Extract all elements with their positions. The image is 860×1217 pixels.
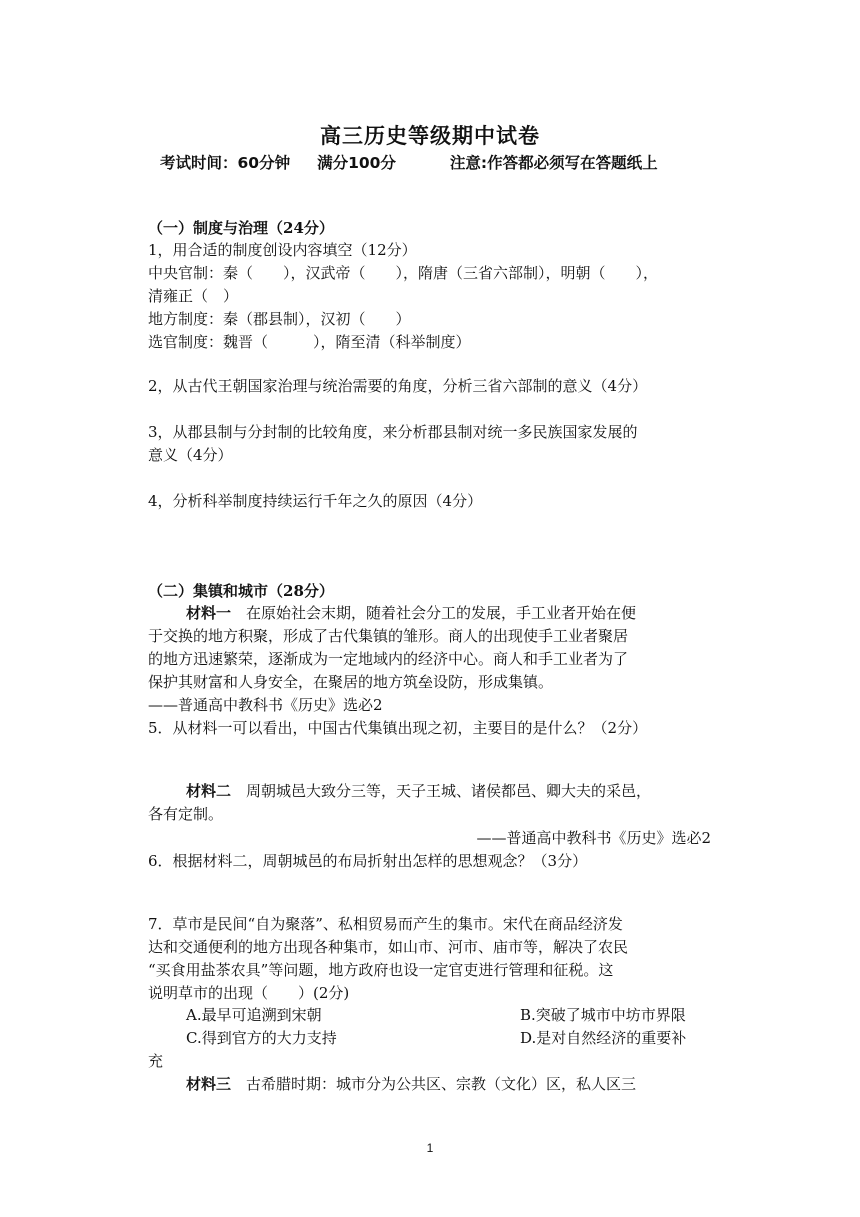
question-7-line2: 达和交通便利的地方出现各种集市，如山市、河市、庙市等，解决了农民 xyxy=(148,938,629,956)
option-a: A.最早可追溯到宋朝 xyxy=(186,1006,322,1024)
option-c: C.得到官方的大力支持 xyxy=(186,1029,337,1047)
material3-label: 材料三 xyxy=(186,1075,232,1093)
question-5: 5．从材料一可以看出，中国古代集镇出现之初，主要目的是什么？（2分） xyxy=(148,719,648,737)
question-7-line1: 7．草市是民间“自为聚落”、私相贸易而产生的集市。宋代在商品经济发 xyxy=(148,915,623,933)
option-d-continuation: 充 xyxy=(148,1052,164,1070)
question-1: 1，用合适的制度创设内容填空（12分） xyxy=(148,241,417,259)
exam-title: 高三历史等级期中试卷 xyxy=(320,124,540,148)
option-d: D.是对自然经济的重要补 xyxy=(520,1029,687,1047)
question-6: 6．根据材料二，周朝城邑的布局折射出怎样的思想观念？（3分） xyxy=(148,852,588,870)
material2-line1: 材料二 周朝城邑大致分三等，天子王城、诸侯都邑、卿大夫的采邑， xyxy=(186,782,652,800)
q1-official-selection: 选官制度：魏晋（ ），隋至清（科举制度） xyxy=(148,333,471,351)
material3-line1: 材料三 古希腊时期：城市分为公共区、宗教（文化）区，私人区三 xyxy=(186,1075,637,1093)
exam-time: 考试时间：60分钟 xyxy=(160,154,291,172)
material1-source: ——普通高中教科书《历史》选必2 xyxy=(148,696,383,714)
material2-line2: 各有定制。 xyxy=(148,805,224,823)
q1-central-official-line2: 清雍正（ ） xyxy=(148,287,239,305)
question-2: 2，从古代王朝国家治理与统治需要的角度，分析三省六部制的意义（4分） xyxy=(148,377,648,395)
material1-label: 材料一 xyxy=(186,604,232,622)
option-b: B.突破了城市中坊市界限 xyxy=(520,1006,686,1024)
material1-line1: 材料一 在原始社会末期，随着社会分工的发展，手工业者开始在便 xyxy=(186,604,637,622)
exam-info xyxy=(160,151,658,173)
material1-line2: 于交换的地方积聚，形成了古代集镇的雏形。商人的出现使手工业者聚居 xyxy=(148,627,629,645)
question-3-line2: 意义（4分） xyxy=(148,446,233,464)
exam-notice: 注意:作答都必须写在答题纸上 xyxy=(449,154,658,172)
material1-line4: 保护其财富和人身安全，在聚居的地方筑垒设防，形成集镇。 xyxy=(148,673,554,691)
section2-heading: （二）集镇和城市（28分） xyxy=(148,582,334,600)
material1-line3: 的地方迅速繁荣，逐渐成为一定地域内的经济中心。商人和手工业者为了 xyxy=(148,650,629,668)
full-score: 满分100分 xyxy=(317,154,396,172)
section1-heading: （一）制度与治理（24分） xyxy=(148,219,334,237)
q1-central-official-line1: 中央官制：秦（ ），汉武帝（ ），隋唐（三省六部制），明朝（ ）， xyxy=(148,264,659,282)
question-7-line3: “买食用盐茶农具”等问题，地方政府也设一定官吏进行管理和征税。这 xyxy=(148,961,614,979)
question-3-line1: 3，从郡县制与分封制的比较角度，来分析郡县制对统一多民族国家发展的 xyxy=(148,423,638,441)
material2-source: ——普通高中教科书《历史》选必2 xyxy=(476,829,711,847)
page-number: 1 xyxy=(426,1141,434,1155)
question-7-line4: 说明草市的出现（ ）(2分) xyxy=(148,984,350,1002)
material2-label: 材料二 xyxy=(186,782,232,800)
question-4: 4，分析科举制度持续运行千年之久的原因（4分） xyxy=(148,492,483,510)
q1-local-system: 地方制度：秦（郡县制），汉初（ ） xyxy=(148,310,411,328)
